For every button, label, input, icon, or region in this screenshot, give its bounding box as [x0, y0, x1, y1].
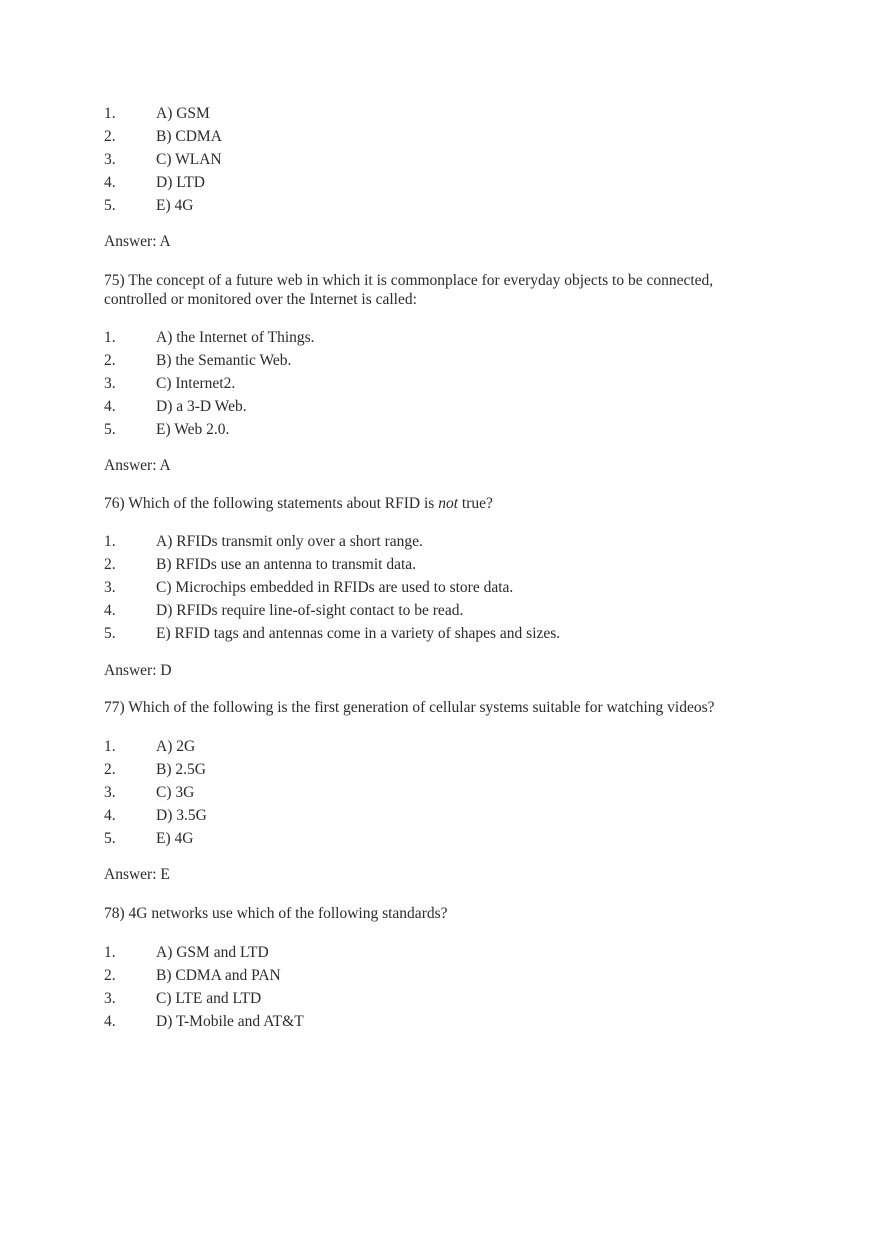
list-item: 2. B) CDMA [104, 128, 222, 145]
question-75: 75) The concept of a future web in which it is commonplace for everyday objects to be connected, controlled or monitored over the Internet is called: [104, 272, 714, 308]
list-item: 1. A) 2G [104, 738, 196, 755]
list-item: 3. C) Internet2. [104, 375, 236, 392]
list-item: 5. E) 4G [104, 830, 194, 847]
list-item: 3. C) LTE and LTD [104, 990, 262, 1007]
options-list-q77 [104, 735, 764, 850]
answer-q76: Answer: D [104, 662, 172, 679]
list-item: 2. B) the Semantic Web. [104, 352, 292, 369]
question-76: 76) Which of the following statements about RFID is not true? [104, 495, 493, 512]
list-item: 1. A) GSM and LTD [104, 944, 269, 961]
list-item: 1. A) the Internet of Things. [104, 329, 315, 346]
list-item: 3. C) WLAN [104, 151, 222, 168]
list-item: 1. A) RFIDs transmit only over a short range. [104, 533, 423, 550]
list-item: 3. C) Microchips embedded in RFIDs are used to store data. [104, 579, 514, 596]
list-item: 4. D) RFIDs require line-of-sight contact to be read. [104, 602, 464, 619]
list-item: 4. D) 3.5G [104, 807, 207, 824]
list-item: 5. E) 4G [104, 197, 194, 214]
list-item: 4. D) T-Mobile and AT&T [104, 1013, 304, 1030]
answer-q74: Answer: A [104, 233, 171, 250]
options-list-q78 [104, 941, 764, 1033]
list-item: 2. B) RFIDs use an antenna to transmit data. [104, 556, 417, 573]
options-list-q74 [104, 102, 764, 217]
list-item: 4. D) a 3-D Web. [104, 398, 247, 415]
question-77: 77) Which of the following is the first generation of cellular systems suitable for watching videos? [104, 699, 715, 716]
list-item: 3. C) 3G [104, 784, 195, 801]
list-item: 4. D) LTD [104, 174, 205, 191]
list-item: 5. E) RFID tags and antennas come in a variety of shapes and sizes. [104, 625, 561, 642]
options-list-q76 [104, 530, 764, 645]
list-item: 2. B) 2.5G [104, 761, 206, 778]
list-item: 2. B) CDMA and PAN [104, 967, 281, 984]
list-item: 1. A) GSM [104, 105, 210, 122]
question-78: 78) 4G networks use which of the following standards? [104, 905, 448, 922]
answer-q75: Answer: A [104, 457, 171, 474]
options-list-q75 [104, 326, 764, 441]
list-item: 5. E) Web 2.0. [104, 421, 230, 438]
answer-q77: Answer: E [104, 866, 170, 883]
